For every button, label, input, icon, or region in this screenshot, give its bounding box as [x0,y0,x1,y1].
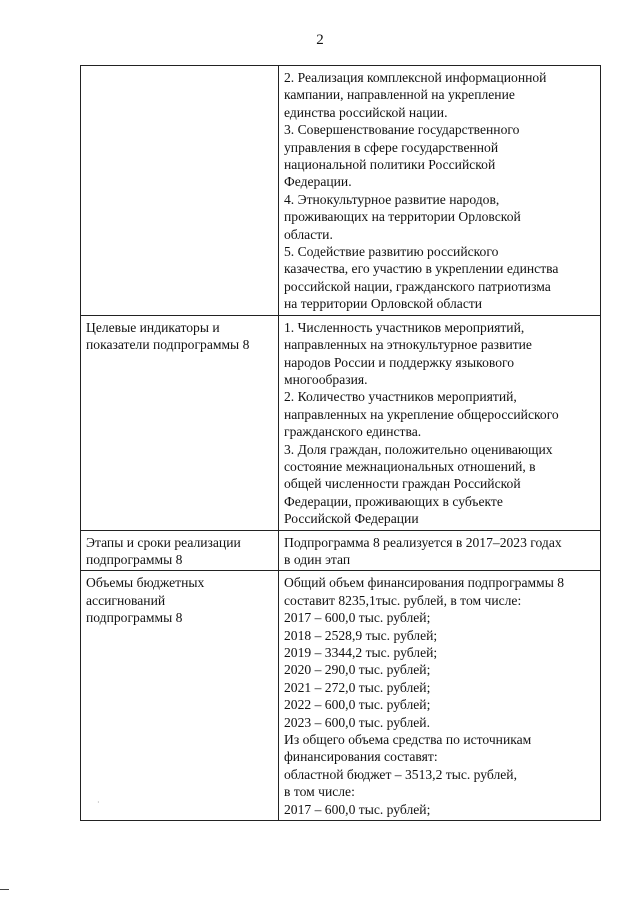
table-row [81,530,601,571]
value-line: Российской Федерации [284,511,419,527]
value-line: состояние межнациональных отношений, в [284,458,536,474]
passport-table [80,65,601,821]
label-line: подпрограммы 8 [86,610,183,626]
value-line: 1. Численность участников мероприятий, [284,319,525,335]
value-line: областной бюджет – 3513,2 тыс. рублей, [284,766,517,782]
label-line: Объемы бюджетных [86,575,205,591]
value-line: направленных на укрепление общероссийского [284,406,559,422]
value-line: 2017 – 600,0 тыс. рублей; [284,610,431,626]
row-value-cell [279,66,601,316]
table-row [81,66,601,316]
value-line: 2021 – 272,0 тыс. рублей; [284,679,431,695]
value-line: единства российской нации. [284,104,448,120]
value-line: 5. Содействие развитию российского [284,244,499,260]
value-line: на территории Орловской области [284,296,483,312]
value-line: составит 8235,1тыс. рублей, в том числе: [284,592,522,608]
label-line: ассигнований [86,592,166,608]
value-line: национальной политики Российской [284,157,496,173]
value-line: в один этап [284,551,351,567]
table-body [81,66,601,821]
scan-edge-mark [0,889,9,890]
row-label-cell [81,571,279,821]
row-value-cell [279,571,601,821]
label-line: подпрограммы 8 [86,551,183,567]
value-line: 3. Доля граждан, положительно оценивающих [284,441,553,457]
value-line: кампании, направленной на укрепление [284,87,515,103]
value-line: в том числе: [284,784,355,800]
value-line: 3. Совершенствование государственного [284,122,520,138]
row-label-cell [81,530,279,571]
row-value-cell [279,530,601,571]
value-line: направленных на этнокультурное развитие [284,337,532,353]
value-line: общей численности граждан Российской [284,476,521,492]
label-line: показатели подпрограммы 8 [86,337,250,353]
value-line: 2017 – 600,0 тыс. рублей; [284,801,431,817]
value-line: казачества, его участию в укреплении единства [284,261,559,277]
row-value-cell [279,315,601,530]
label-line: Целевые индикаторы и [86,319,220,335]
value-line: области. [284,226,333,242]
value-line: 2. Количество участников мероприятий, [284,389,517,405]
label-line: Этапы и сроки реализации [86,534,241,550]
page-number: 2 [316,32,324,48]
value-line: народов России и поддержку языкового [284,354,515,370]
value-line: проживающих на территории Орловской [284,209,521,225]
row-label-cell [81,315,279,530]
value-line: 2. Реализация комплексной информационной [284,70,547,85]
value-line: Подпрограмма 8 реализуется в 2017–2023 годах [284,534,562,550]
value-line: Федерации, проживающих в субъекте [284,493,503,509]
table-row [81,315,601,530]
scan-speck: · [97,798,100,807]
table-row [81,571,601,821]
value-line: многообразия. [284,371,368,387]
value-line: 2019 – 3344,2 тыс. рублей; [284,645,438,660]
value-line: 2018 – 2528,9 тыс. рублей; [284,627,438,643]
value-line: 2022 – 600,0 тыс. рублей; [284,697,431,713]
value-line: 4. Этнокультурное развитие народов, [284,191,500,207]
row-label-cell [81,66,279,316]
value-line: Из общего объема средства по источникам [284,732,532,748]
value-line: 2020 – 290,0 тыс. рублей; [284,662,431,678]
value-line: Федерации. [284,174,352,190]
value-line: российской нации, гражданского патриотизма [284,278,551,294]
value-line: 2023 – 600,0 тыс. рублей. [284,714,430,730]
value-line: Общий объем финансирования подпрограммы 8 [284,575,565,591]
value-line: управления в сфере государственной [284,139,499,155]
value-line: финансирования составят: [284,749,438,765]
value-line: гражданского единства. [284,424,422,440]
